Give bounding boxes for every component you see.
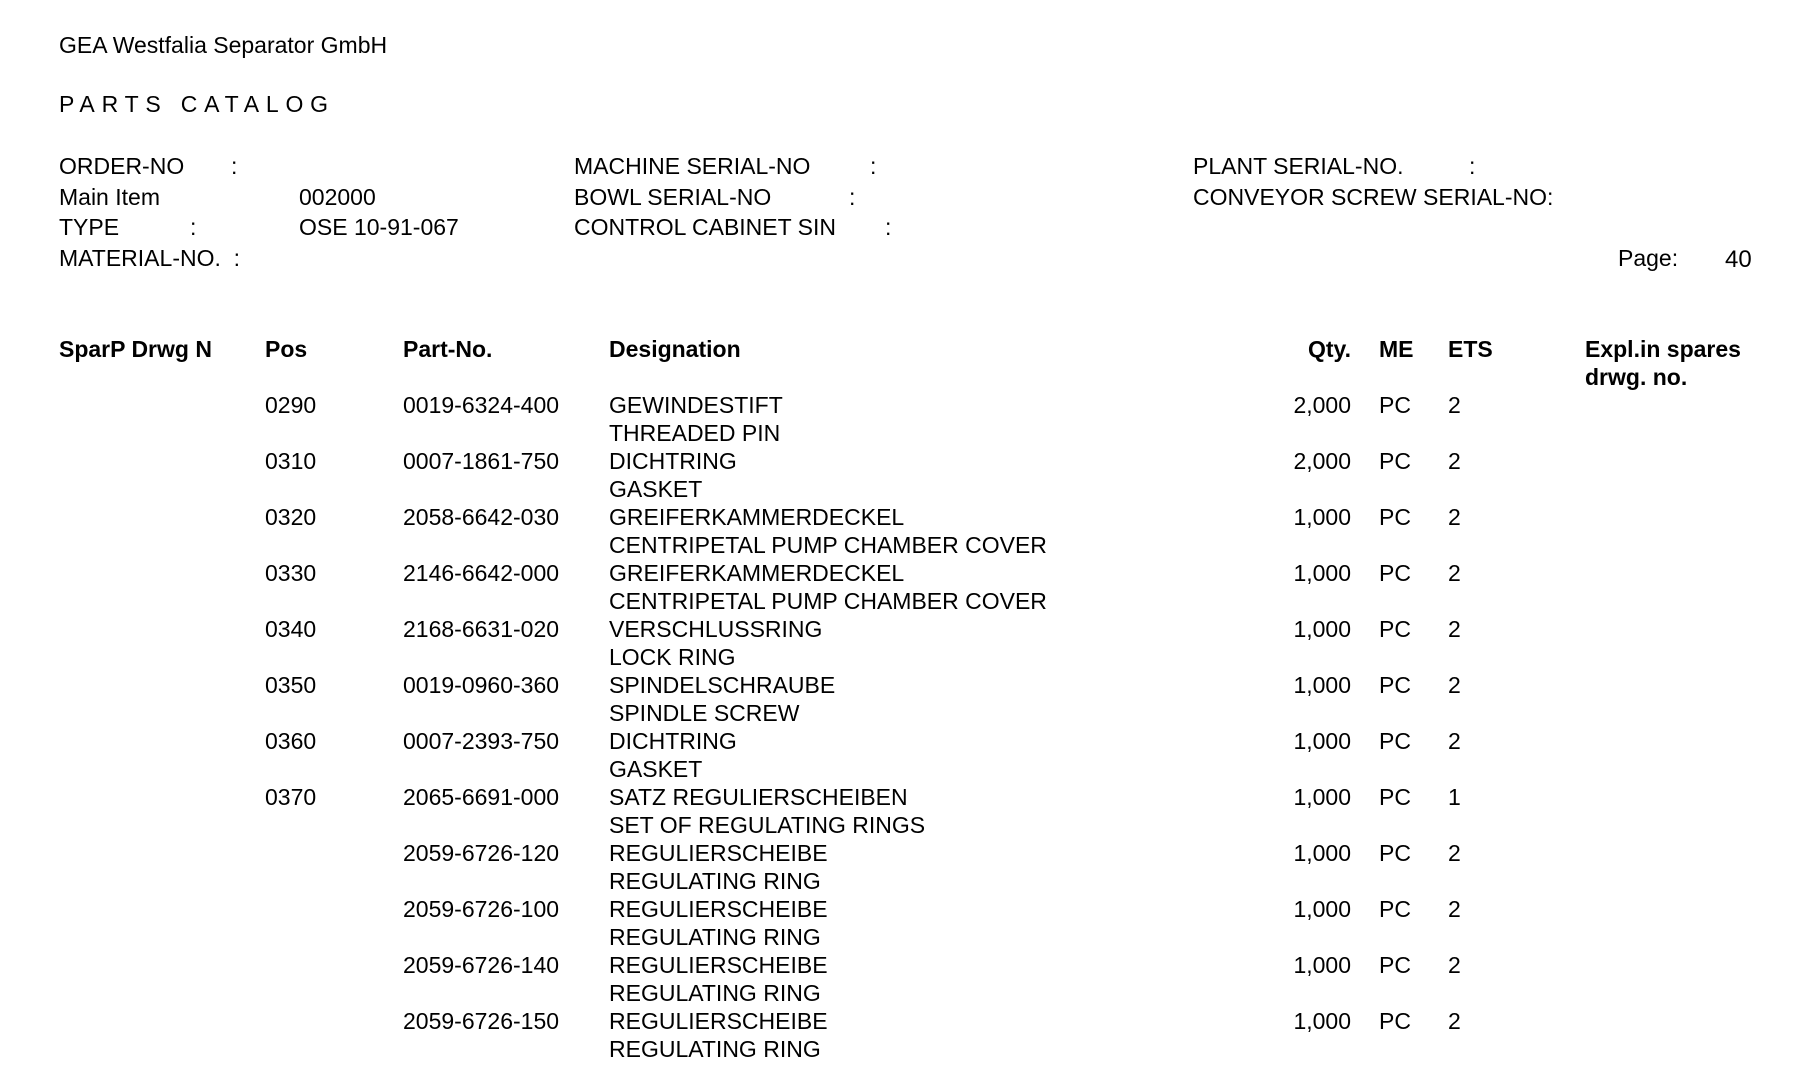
row-qty: 2,000 (1293, 392, 1351, 418)
row-designation-de: GREIFERKAMMERDECKEL (609, 504, 905, 530)
row-part-no: 2146-6642-000 (403, 560, 560, 586)
row-me: PC (1379, 560, 1411, 586)
document-title: PARTS CATALOG (59, 91, 335, 117)
col-header-sparp: SparP Drwg N (59, 336, 212, 362)
row-designation-de: SPINDELSCHRAUBE (609, 672, 836, 698)
col-header-part-no: Part-No. (403, 336, 493, 362)
row-ets: 2 (1448, 448, 1461, 474)
page-label: Page: (1618, 245, 1679, 271)
bowl-serial-label: BOWL SERIAL-NO (574, 184, 772, 210)
row-designation-de: REGULIERSCHEIBE (609, 1008, 828, 1034)
col-header-expl-line2: drwg. no. (1585, 364, 1688, 390)
table-row (0, 954, 1800, 1010)
row-me: PC (1379, 784, 1411, 810)
row-qty: 1,000 (1293, 504, 1351, 530)
row-qty: 1,000 (1293, 616, 1351, 642)
row-me: PC (1379, 840, 1411, 866)
table-row (0, 898, 1800, 954)
row-ets: 2 (1448, 840, 1461, 866)
row-part-no: 0007-2393-750 (403, 728, 560, 754)
row-designation-en: GASKET (609, 756, 703, 782)
row-part-no: 2058-6642-030 (403, 504, 560, 530)
col-header-designation: Designation (609, 336, 741, 362)
type-colon: : (190, 214, 197, 240)
main-item-label: Main Item (59, 184, 160, 210)
row-designation-de: GREIFERKAMMERDECKEL (609, 560, 905, 586)
machine-serial-label: MACHINE SERIAL-NO (574, 153, 811, 179)
table-row (0, 506, 1800, 562)
company-name: GEA Westfalia Separator GmbH (59, 32, 388, 58)
row-ets: 1 (1448, 784, 1461, 810)
row-designation-de: REGULIERSCHEIBE (609, 952, 828, 978)
row-designation-de: GEWINDESTIFT (609, 392, 783, 418)
row-part-no: 2168-6631-020 (403, 616, 560, 642)
table-row (0, 618, 1800, 674)
table-row (0, 730, 1800, 786)
row-pos: 0360 (265, 728, 317, 754)
table-row (0, 1010, 1800, 1066)
bowl-serial-colon: : (849, 184, 856, 210)
row-designation-de: VERSCHLUSSRING (609, 616, 823, 642)
table-row (0, 842, 1800, 898)
row-ets: 2 (1448, 672, 1461, 698)
row-qty: 1,000 (1293, 1008, 1351, 1034)
plant-serial-colon: : (1469, 153, 1476, 179)
row-designation-en: CENTRIPETAL PUMP CHAMBER COVER (609, 532, 1047, 558)
row-me: PC (1379, 616, 1411, 642)
row-ets: 2 (1448, 896, 1461, 922)
col-header-pos: Pos (265, 336, 308, 362)
table-row (0, 562, 1800, 618)
row-part-no: 0007-1861-750 (403, 448, 560, 474)
row-ets: 2 (1448, 1008, 1461, 1034)
row-me: PC (1379, 448, 1411, 474)
machine-serial-colon: : (870, 153, 877, 179)
table-row (0, 450, 1800, 506)
row-designation-en: CENTRIPETAL PUMP CHAMBER COVER (609, 588, 1047, 614)
row-designation-en: SPINDLE SCREW (609, 700, 800, 726)
table-row (0, 394, 1800, 450)
type-value: OSE 10-91-067 (299, 214, 459, 240)
row-part-no: 2059-6726-150 (403, 1008, 560, 1034)
type-label: TYPE (59, 214, 120, 240)
row-me: PC (1379, 504, 1411, 530)
row-pos: 0330 (265, 560, 317, 586)
row-designation-en: GASKET (609, 476, 703, 502)
table-row (0, 786, 1800, 842)
row-designation-de: SATZ REGULIERSCHEIBEN (609, 784, 908, 810)
row-part-no: 2059-6726-100 (403, 896, 560, 922)
col-header-qty: Qty. (1307, 336, 1351, 362)
row-designation-en: REGULATING RING (609, 1036, 821, 1062)
row-designation-de: DICHTRING (609, 448, 737, 474)
row-me: PC (1379, 728, 1411, 754)
control-cabinet-colon: : (885, 214, 892, 240)
page-number: 40 (1725, 246, 1752, 273)
row-qty: 1,000 (1293, 840, 1351, 866)
row-designation-en: THREADED PIN (609, 420, 781, 446)
order-no-colon: : (231, 153, 238, 179)
row-me: PC (1379, 392, 1411, 418)
row-me: PC (1379, 952, 1411, 978)
row-me: PC (1379, 672, 1411, 698)
row-me: PC (1379, 1008, 1411, 1034)
row-pos: 0310 (265, 448, 317, 474)
row-part-no: 0019-6324-400 (403, 392, 560, 418)
plant-serial-label: PLANT SERIAL-NO. (1193, 153, 1404, 179)
row-pos: 0290 (265, 392, 317, 418)
row-designation-de: REGULIERSCHEIBE (609, 840, 828, 866)
row-qty: 1,000 (1293, 952, 1351, 978)
row-ets: 2 (1448, 560, 1461, 586)
row-qty: 1,000 (1293, 728, 1351, 754)
row-ets: 2 (1448, 616, 1461, 642)
row-ets: 2 (1448, 504, 1461, 530)
row-designation-de: DICHTRING (609, 728, 737, 754)
row-ets: 2 (1448, 728, 1461, 754)
row-pos: 0350 (265, 672, 317, 698)
row-pos: 0340 (265, 616, 317, 642)
row-pos: 0320 (265, 504, 317, 530)
row-qty: 1,000 (1293, 784, 1351, 810)
row-ets: 2 (1448, 392, 1461, 418)
row-designation-en: LOCK RING (609, 644, 736, 670)
col-header-me: ME (1379, 336, 1414, 362)
table-row (0, 674, 1800, 730)
row-part-no: 0019-0960-360 (403, 672, 560, 698)
row-part-no: 2059-6726-120 (403, 840, 560, 866)
row-part-no: 2065-6691-000 (403, 784, 560, 810)
row-designation-en: SET OF REGULATING RINGS (609, 812, 926, 838)
row-qty: 1,000 (1293, 672, 1351, 698)
row-designation-en: REGULATING RING (609, 924, 821, 950)
row-qty: 1,000 (1293, 896, 1351, 922)
col-header-expl-line1: Expl.in spares (1585, 336, 1741, 362)
col-header-ets: ETS (1448, 336, 1493, 362)
row-designation-en: REGULATING RING (609, 980, 821, 1006)
row-ets: 2 (1448, 952, 1461, 978)
row-qty: 2,000 (1293, 448, 1351, 474)
row-qty: 1,000 (1293, 560, 1351, 586)
row-me: PC (1379, 896, 1411, 922)
row-part-no: 2059-6726-140 (403, 952, 560, 978)
conveyor-screw-serial-label: CONVEYOR SCREW SERIAL-NO: (1193, 184, 1554, 210)
row-pos: 0370 (265, 784, 317, 810)
row-designation-en: REGULATING RING (609, 868, 821, 894)
row-designation-de: REGULIERSCHEIBE (609, 896, 828, 922)
control-cabinet-label: CONTROL CABINET SIN (574, 214, 836, 240)
material-no-label: MATERIAL-NO. : (59, 245, 241, 271)
main-item-value: 002000 (299, 184, 376, 210)
order-no-label: ORDER-NO (59, 153, 185, 179)
